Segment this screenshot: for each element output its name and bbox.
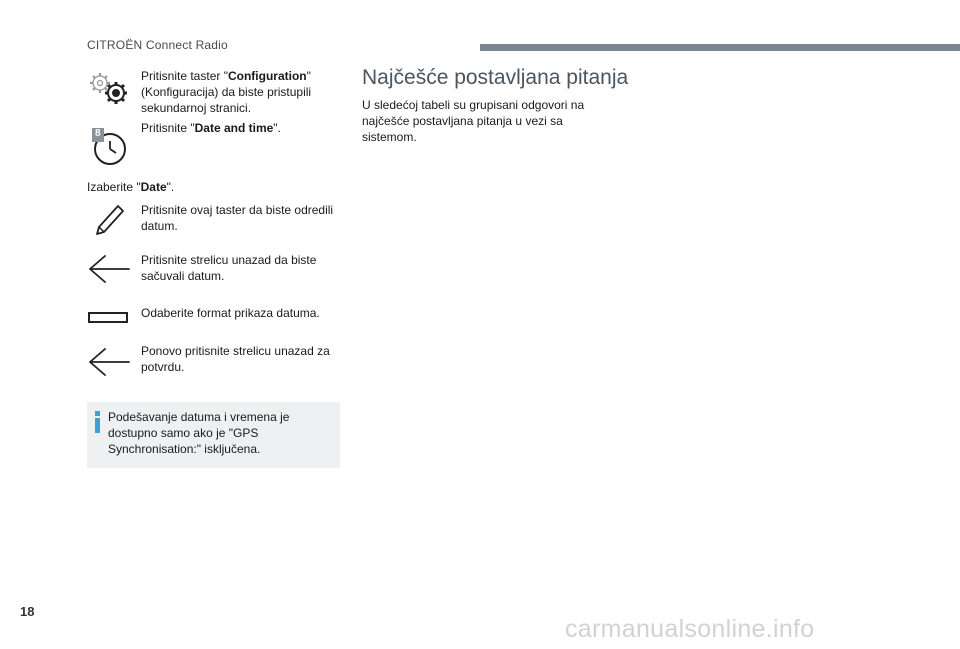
- section-title: Najčešće postavljana pitanja: [362, 66, 629, 89]
- header-title: CITROËN Connect Radio: [87, 38, 228, 52]
- back-step: [87, 252, 347, 286]
- format-instruction: Odaberite format prikaza datuma.: [141, 306, 320, 320]
- section-body: U sledećoj tabeli su grupisani odgovori na najčešće postavljana pitanja u vezi sa sistemom.: [362, 98, 585, 144]
- clock-icon: [87, 126, 131, 172]
- back-again-step: [87, 343, 347, 379]
- info-text: Podešavanje datuma i vremena je dostupno samo ako je "GPS Synchronisation:" isključena.: [108, 410, 290, 456]
- datetime-instruction: Pritisnite "Date and time".: [141, 121, 281, 135]
- back-instruction: Pritisnite strelicu unazad da biste sačuvali datum.: [141, 253, 317, 283]
- format-step: [87, 305, 347, 329]
- back-arrow-icon: [87, 252, 131, 286]
- info-icon: [94, 411, 102, 433]
- config-step: [87, 68, 347, 114]
- watermark: carmanualsonline.info: [565, 615, 815, 643]
- format-field-icon: [87, 305, 131, 329]
- edit-instruction: Pritisnite ovaj taster da biste odredili datum.: [141, 203, 334, 233]
- config-instruction: Pritisnite taster "Configuration" (Konfiguracija) da biste pristupili sekundarnoj stranici.: [141, 69, 312, 115]
- back-again-instruction: Ponovo pritisnite strelicu unazad za potvrdu.: [141, 344, 330, 374]
- edit-step: [87, 202, 347, 238]
- header-bar: [480, 44, 960, 51]
- select-date-instruction: Izaberite "Date".: [87, 180, 175, 194]
- config-label: Configuration: [227, 69, 307, 83]
- page-number: 18: [20, 604, 35, 619]
- gear-icon: [87, 70, 131, 110]
- back-arrow-icon: [87, 345, 131, 381]
- clock-badge: 8: [95, 128, 101, 139]
- date-label: Date: [140, 180, 167, 194]
- datetime-step: [87, 120, 347, 166]
- pencil-icon: [87, 202, 131, 238]
- datetime-label: Date and time: [194, 121, 274, 135]
- info-note: [87, 402, 340, 468]
